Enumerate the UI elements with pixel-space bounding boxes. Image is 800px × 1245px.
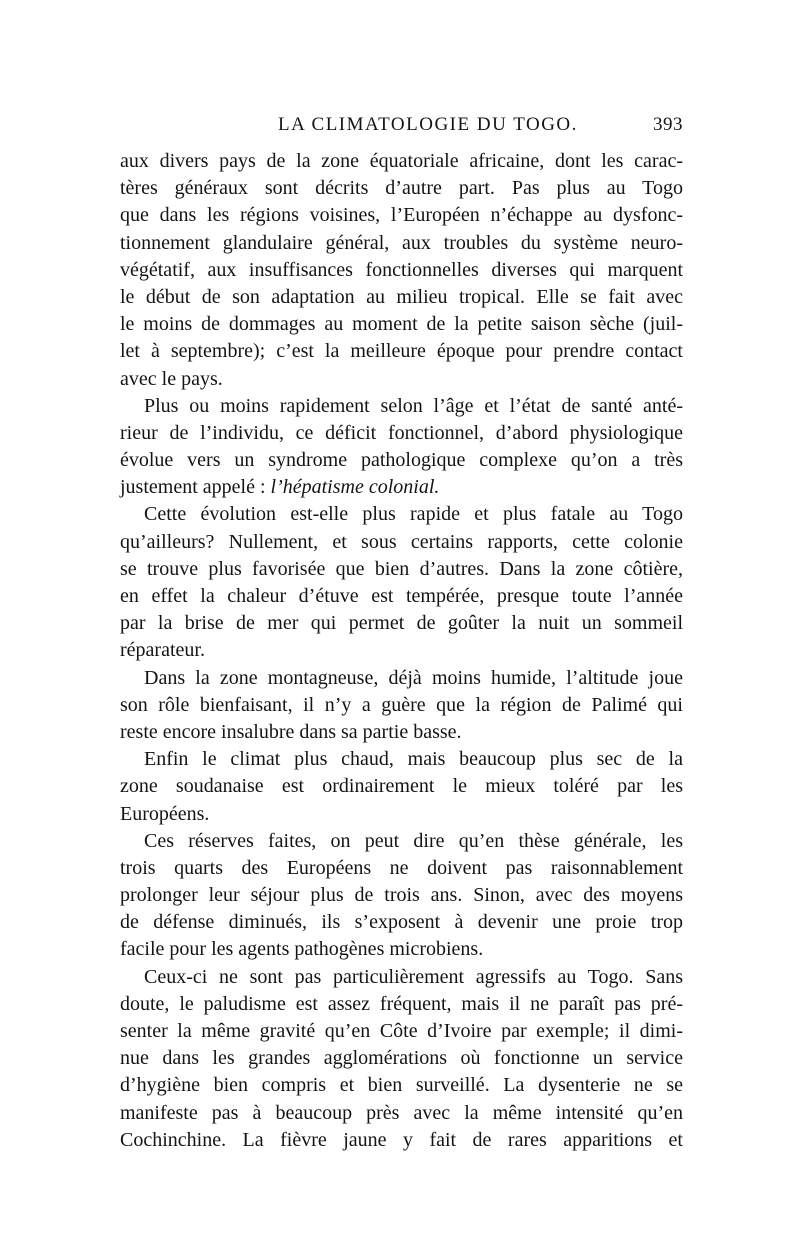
text-line: Ceux-ci ne sont pas particulièrement agressifs au Togo. Sans — [144, 965, 683, 988]
paragraph-5 — [120, 746, 683, 828]
text-line: aux divers pays de la zone équatoriale africaine, dont les carac- — [120, 150, 683, 172]
paragraph-3 — [120, 501, 683, 664]
text-line: qu’ailleurs? Nullement, et sous certains rapports, cette colonie — [120, 530, 683, 553]
text-line: d’hygiène bien compris et bien surveillé. La dysenterie ne se — [120, 1074, 683, 1097]
paragraph-4 — [120, 665, 683, 747]
text-line: que dans les régions voisines, l’Européen n’échappe au dysfonc- — [120, 204, 683, 227]
text-line: reste encore insalubre dans sa partie basse. — [120, 720, 462, 743]
text-line: le début de son adaptation au milieu tropical. Elle se fait avec — [120, 285, 683, 308]
text-line: Européens. — [120, 802, 210, 825]
text-line: le moins de dommages au moment de la petite saison sèche (juil- — [120, 313, 683, 336]
text-line: nue dans les grandes agglomérations où fonctionne un service — [120, 1047, 683, 1070]
text-line: let à septembre); c’est la meilleure époque pour prendre contact — [120, 340, 683, 363]
text-line: manifeste pas à beaucoup près avec la même intensité qu’en — [120, 1101, 683, 1124]
text-line: trois quarts des Européens ne doivent pas raisonnablement — [120, 856, 683, 879]
text-line: Enfin le climat plus chaud, mais beaucoup plus sec de la — [144, 748, 683, 771]
text-line — [120, 474, 683, 501]
running-head — [120, 110, 683, 140]
text-line: senter la même gravité qu’en Côte d’Ivoire par exemple; il dimi- — [120, 1020, 683, 1042]
text-line: réparateur. — [120, 639, 205, 662]
text-line: son rôle bienfaisant, il n’y a guère que la région de Palimé qui — [120, 693, 683, 716]
text-line: zone soudanaise est ordinairement le mieux toléré par les — [120, 775, 683, 798]
page-number: 393 — [653, 114, 683, 135]
text-line: Cette évolution est-elle plus rapide et plus fatale au Togo — [144, 503, 683, 526]
text-line: prolonger leur séjour plus de trois ans. Sinon, avec des moyens — [120, 884, 683, 907]
text-line: tères généraux sont décrits d’autre part. Pas plus au Togo — [120, 177, 683, 200]
text-run: justement appelé : — [120, 476, 271, 499]
text-line: évolue vers un syndrome pathologique complexe qu’on a très — [120, 449, 683, 472]
text-line: Plus ou moins rapidement selon l’âge et l’état de santé anté- — [144, 394, 683, 417]
text-line: tionnement glandulaire général, aux troubles du système neuro- — [120, 231, 683, 254]
body-text — [120, 148, 683, 1154]
paragraph-2 — [120, 393, 683, 502]
text-line: par la brise de mer qui permet de goûter la nuit un sommeil — [120, 612, 683, 635]
text-line: avec le pays. — [120, 367, 223, 390]
text-line: végétatif, aux insuffisances fonctionnelles diverses qui marquent — [120, 258, 683, 281]
running-head-title: LA CLIMATOLOGIE DU TOGO. — [278, 114, 578, 135]
text-line: Dans la zone montagneuse, déjà moins humide, l’altitude joue — [144, 666, 683, 689]
text-line: doute, le paludisme est assez fréquent, mais il ne paraît pas pré- — [120, 992, 683, 1015]
paragraph-6 — [120, 828, 683, 964]
text-line: facile pour les agents pathogènes microbiens. — [120, 938, 484, 961]
text-line: Ces réserves faites, on peut dire qu’en thèse générale, les — [144, 829, 683, 852]
text-line: se trouve plus favorisée que bien d’autres. Dans la zone côtière, — [120, 557, 683, 580]
text-line: de défense diminués, ils s’exposent à devenir une proie trop — [120, 911, 683, 934]
paragraph-1 — [120, 148, 683, 393]
paragraph-7 — [120, 964, 683, 1154]
italic-term: l’hépatisme colonial. — [270, 476, 440, 499]
text-line: Cochinchine. La fièvre jaune y fait de rares apparitions et — [120, 1128, 683, 1151]
text-line: rieur de l’individu, ce déficit fonctionnel, d’abord physiologique — [120, 421, 683, 444]
text-line: en effet la chaleur d’étuve est tempérée, presque toute l’année — [120, 585, 683, 607]
